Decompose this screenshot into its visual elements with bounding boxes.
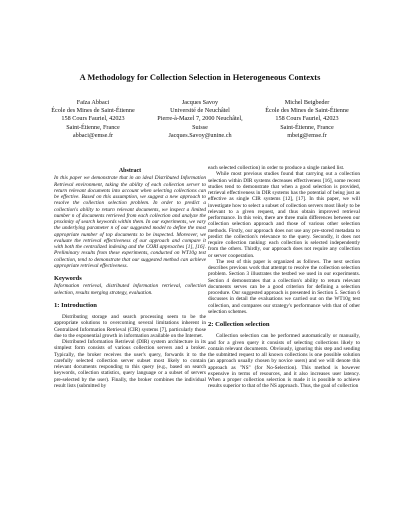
author-email: mbeig@emse.fr (287, 131, 327, 139)
left-column (54, 168, 206, 389)
author-name: Michel Beigbeder (284, 99, 330, 106)
keywords-heading: Keywords (54, 275, 82, 282)
author-address: 158 Cours Fauriel, 42023 (275, 115, 339, 123)
abstract-text: In this paper we demonstrate that in an ideal Distributed Information Retrieval environment, taking the ability of each collection server to return relevant documents into account when selecting collections can be effective. Based on this assumption, we suggest a new approach to resolve the collection selection problem. In order to predict a collection's ability to return relevant documents, we inspect a limited number n of documents retrieved from each collection and analyze the proximity of search keywords within them. In our experiments, we vary the underlying parameter n of our suggested model to define the most appropriate number of top documents to be inspected. Moreover, we evaluate the retrieval effectiveness of our approach and compare it with both the centralized indexing and the CORI approaches [1], [16]. Preliminary results from these experiments, conducted on WT10g test collection, tend to demonstrate that our suggested method can achieve appropriate retrieval effectiveness. (54, 175, 206, 269)
author-address: Pierre-à-Mazel 7, 2000 Neuchâtel, (157, 115, 243, 123)
author-email: Jacques.Savoy@unine.ch (168, 131, 232, 139)
author-address: 158 Cours Fauriel, 42023 (61, 115, 125, 123)
section-1-continuation: each selected collection) in order to produce a single ranked list. (208, 165, 345, 171)
section-1-paragraph: Distributed Information Retrieval (DIR) system architecture in its simplest form consists of various collection servers and a broker. Typically, the broker receives the user's query, forwards it to the carefully selected collection server subset most likely to contain relevant documents responding to this query (e.g., based on search keywords, collection statistics, query language or a subset of servers pre-selected by the user). Finally, the broker combines the individual result lists (submitted by (54, 339, 206, 389)
author-name: Jacques Savoy (181, 99, 219, 106)
author-1 (40, 99, 146, 140)
author-affiliation: Université de Neuchâtel (170, 107, 230, 115)
section-2-paragraph: Collection selection can be performed automatically or manually, and for a given query it consists of selecting collections likely to contain relevant documents. Obviously, ignoring this step and sending the submitted request to all known collections is one possible solution (an approach usually chosen by novice users) and we will denote this approach as "NS" (for No-Selection). This method is however expensive in terms of resources, and it also increases user latency. When a proper collection selection is made it is possible to achieve results superior to that of the NS approach. Thus, the goal of collection (208, 333, 360, 390)
author-block (40, 99, 360, 140)
author-city: Saint-Étienne, France (66, 123, 120, 131)
author-city: Suisse (192, 123, 208, 131)
paper-title: A Methodology for Collection Selection in Heterogeneous Contexts (79, 73, 321, 82)
author-3 (254, 99, 360, 140)
keywords-text: Information retrieval, distributed information retrieval, collection selection, results merging strategy, evaluation. (54, 283, 206, 296)
author-affiliation: École des Mines de Saint-Étienne (51, 107, 135, 115)
section-1-paragraph: Distributing storage and search processing seem to be the appropriate solutions to overcoming several limitations inherent in Centralized Information Retrieval (CIR) systems [7], particularly those due to the exponential growth in information available on the Internet. (54, 314, 206, 339)
abstract-heading: Abstract (118, 168, 142, 174)
author-email: abbaci@emse.fr (72, 131, 114, 139)
author-city: Saint-Étienne, France (280, 123, 334, 131)
author-affiliation: École des Mines de Saint-Étienne (265, 107, 349, 115)
section-1-paragraph: The rest of this paper is organized as follows. The next section describes previous work that attempt to resolve the collection selection problem. Section 3 illustrates the testbed we used in our experiments. Section 4 demonstrates that a collection's ability to return relevant documents serves can be a good criterion for defining a selection procedure. Our suggested approach is presented in Section 5. Section 6 discusses in detail the evaluations we carried out on the WT10g test collection, and compares our strategy's performance with that of other selection schemes. (208, 258, 360, 315)
author-name: Faïza Abbaci (76, 99, 110, 106)
author-2 (147, 99, 253, 140)
right-column (208, 165, 360, 390)
section-2-heading: 2: Collection selection (208, 321, 270, 328)
section-1-paragraph: While most previous studies found that carrying out a collection selection within DIR systems decreases effectiveness [16], some recent studies tend to demonstrate that when a good selection is provided, retrieval effectiveness in DIR systems has the potential of being just as effective as single CIR systems [12], [17]. In this paper, we will investigate how to select a subset of collection servers most likely to be relevant to a given request, and thus obtain improved retrieval performance. In this vein, there are three main differences between our collection selection approach and those of various other selection methods. Firstly, our approach does not use any pre-stored metadata to predict the collection's relevance to the query. Secondly, it does not require collection ranking: each collection is selected independently from the others. Thirdly, our approach does not require any collection or server cooperation. (208, 171, 360, 259)
section-1-heading: 1: Introduction (54, 301, 97, 309)
